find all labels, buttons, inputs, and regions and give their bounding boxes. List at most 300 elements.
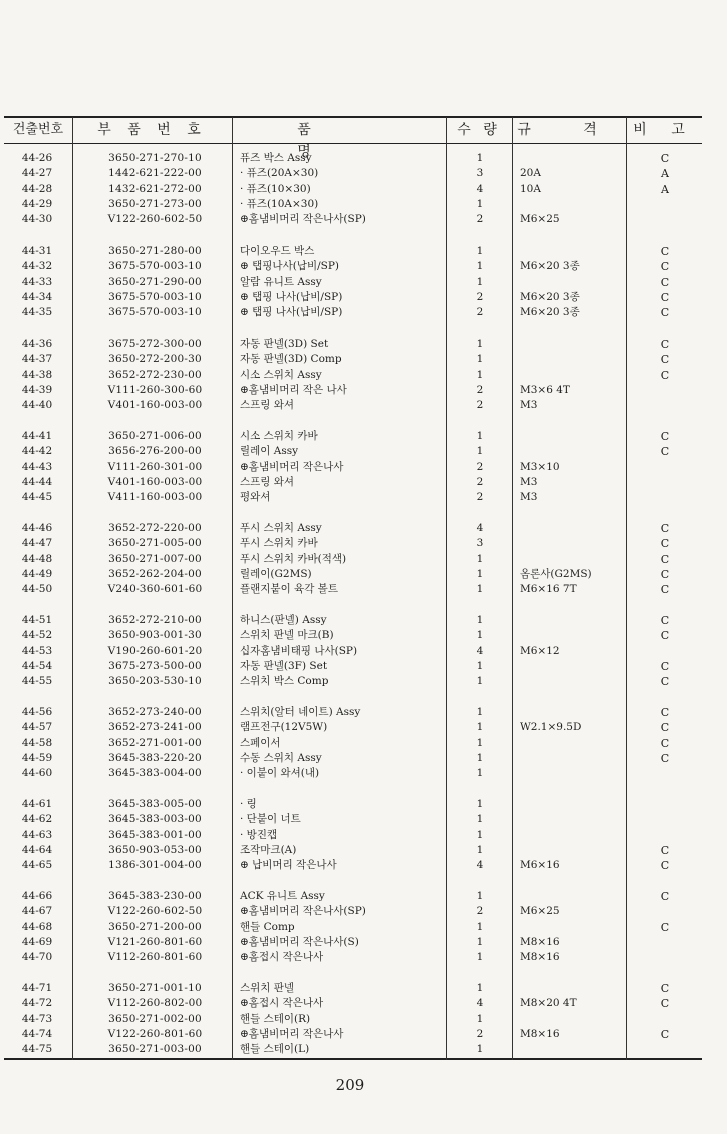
quantity: 1 [476, 813, 484, 826]
part-number: 3645-383-003-00 [108, 813, 202, 826]
specification: M3 [520, 399, 538, 412]
item-name: 하니스(판넬) Assy [240, 614, 327, 626]
item-name: 스프링 와셔 [240, 399, 295, 412]
item-number: 44-54 [21, 659, 53, 672]
quantity: 2 [476, 1027, 484, 1040]
item-name: 플랜지붙이 육각 볼트 [240, 583, 338, 596]
item-name: 푸시 스위치 Assy [240, 522, 322, 534]
specification: W2.1×9.5D [520, 721, 582, 734]
table-row [0, 797, 727, 812]
remark: C [660, 368, 670, 382]
part-number: 1386-301-004-00 [108, 859, 202, 872]
part-number: 3652-272-210-00 [108, 614, 202, 626]
part-number: 3652-272-230-00 [108, 368, 202, 381]
item-number: 44-51 [21, 614, 53, 626]
table-row [0, 751, 727, 766]
part-number: 3675-570-003-10 [108, 260, 202, 273]
table-row [0, 244, 727, 259]
item-number: 44-64 [21, 843, 53, 856]
remark: C [660, 659, 670, 673]
specification: M3×10 [520, 460, 560, 473]
remark: C [660, 260, 670, 274]
quantity: 4 [476, 644, 484, 657]
part-number: 3645-383-230-00 [108, 890, 202, 902]
quantity: 1 [476, 368, 484, 381]
table-row [0, 197, 727, 212]
part-number: 3650-271-200-00 [108, 920, 202, 933]
item-number: 44-52 [21, 629, 53, 642]
part-number: 3652-273-241-00 [108, 721, 202, 734]
item-name: 스위치(알터 네이트) Assy [240, 706, 361, 718]
part-number: 3675-272-300-00 [108, 338, 202, 350]
quantity: 2 [476, 213, 484, 226]
item-number: 44-49 [21, 567, 53, 580]
quantity: 1 [476, 767, 484, 780]
item-name: ACK 유니트 Assy [240, 890, 325, 902]
quantity: 1 [476, 614, 484, 626]
table-row [0, 812, 727, 827]
quantity: 1 [476, 920, 484, 933]
remark: A [661, 182, 669, 196]
table-row [0, 444, 727, 459]
quantity: 1 [476, 843, 484, 856]
remark: C [660, 338, 670, 351]
table-row [0, 950, 727, 965]
part-number: 3650-272-200-30 [108, 353, 202, 366]
item-number: 44-29 [21, 197, 53, 210]
remark: C [660, 245, 670, 258]
table-row [0, 996, 727, 1011]
table-row [0, 644, 727, 659]
table-row [0, 275, 727, 290]
part-number: 3645-383-001-00 [108, 828, 202, 841]
item-number: 44-45 [21, 491, 53, 504]
item-number: 44-75 [21, 1043, 53, 1056]
item-number: 44-62 [21, 813, 53, 826]
quantity: 4 [476, 997, 484, 1010]
item-name: · 퓨즈(20A×30) [240, 167, 319, 180]
table-row [0, 368, 727, 383]
table-row [0, 259, 727, 274]
part-number: V401-160-003-00 [107, 475, 203, 488]
quantity: 1 [476, 338, 484, 350]
specification: M8×16 [520, 1027, 560, 1040]
item-name: 릴레이 Assy [240, 445, 299, 458]
part-number: 3675-273-500-00 [108, 659, 202, 672]
table-top-rule [4, 116, 702, 118]
remark: C [660, 920, 670, 934]
quantity: 1 [476, 736, 484, 749]
item-number: 44-35 [21, 306, 53, 319]
item-name: 자동 판넬(3D) Set [240, 338, 329, 350]
quantity: 1 [476, 197, 484, 210]
item-name: ⊕홈접시 작은나사 [240, 997, 324, 1010]
item-number: 44-70 [21, 951, 53, 964]
item-number: 44-34 [21, 290, 53, 303]
remark: C [660, 629, 670, 643]
item-number: 44-30 [21, 213, 53, 226]
quantity: 1 [476, 1012, 484, 1025]
specification: M8×20 4T [520, 997, 577, 1010]
item-number: 44-41 [21, 430, 53, 442]
item-name: 릴레이(G2MS) [240, 567, 312, 580]
part-number: 3650-271-273-00 [108, 197, 202, 210]
part-number: 3650-271-005-00 [108, 537, 202, 550]
column-header-item-name: 품 명 [297, 122, 381, 160]
quantity: 4 [476, 182, 484, 195]
item-number: 44-46 [21, 522, 53, 534]
remark: C [660, 721, 670, 735]
item-name: ⊕홈냄비머리 작은나사 [240, 460, 344, 473]
quantity: 1 [476, 152, 484, 164]
item-number: 44-48 [21, 552, 53, 565]
item-name: ⊕ 납비머리 작은나사 [240, 859, 337, 872]
item-number: 44-36 [21, 338, 53, 350]
specification: M8×16 [520, 951, 560, 964]
item-number: 44-27 [21, 167, 53, 180]
table-row [0, 567, 727, 582]
remark: C [660, 430, 670, 443]
quantity: 1 [476, 275, 484, 288]
quantity: 2 [476, 491, 484, 504]
quantity: 1 [476, 675, 484, 688]
table-row [0, 460, 727, 475]
part-number: 3650-203-530-10 [108, 675, 202, 688]
specification: M6×16 [520, 859, 560, 872]
specification: M6×12 [520, 644, 560, 657]
table-row [0, 429, 727, 444]
item-name: ⊕홈접시 작은나사 [240, 951, 324, 964]
part-number: V112-260-801-60 [107, 951, 203, 964]
part-number: 3650-271-007-00 [108, 552, 202, 565]
item-number: 44-61 [21, 798, 53, 810]
item-number: 44-31 [21, 245, 53, 257]
item-number: 44-53 [21, 644, 53, 657]
remark: C [660, 152, 670, 165]
quantity: 1 [476, 751, 484, 764]
item-name: ⊕ 탭핑 나사(납비/SP) [240, 306, 343, 319]
table-row [0, 674, 727, 689]
item-number: 44-50 [21, 583, 53, 596]
part-number: 3675-570-003-10 [108, 290, 202, 303]
column-header-part-number: 부 품 번 호 [97, 122, 207, 138]
specification: M6×20 3종 [520, 260, 580, 273]
part-number: 3650-271-001-10 [108, 982, 202, 994]
table-row [0, 981, 727, 996]
part-number: V240-360-601-60 [107, 583, 203, 596]
remark: C [660, 614, 670, 627]
item-number: 44-55 [21, 675, 53, 688]
part-number: 3650-271-280-00 [108, 245, 202, 257]
item-number: 44-60 [21, 767, 53, 780]
item-number: 44-47 [21, 537, 53, 550]
column-header-spec: 규 격 [517, 122, 621, 138]
part-number: V122-260-602-50 [107, 905, 203, 918]
remark: C [660, 859, 670, 873]
quantity: 2 [476, 475, 484, 488]
item-number: 44-69 [21, 935, 53, 948]
quantity: 1 [476, 951, 484, 964]
remark: C [660, 736, 670, 750]
quantity: 1 [476, 890, 484, 902]
item-number: 44-66 [21, 890, 53, 902]
item-name: 퓨즈 박스 Assy [240, 152, 312, 164]
item-name: 푸시 스위치 카바 [240, 537, 318, 550]
item-number: 44-59 [21, 751, 53, 764]
part-number: 3650-271-270-10 [108, 152, 202, 164]
table-row [0, 490, 727, 505]
table-row [0, 182, 727, 197]
table-row [0, 1027, 727, 1042]
table-row [0, 659, 727, 674]
quantity: 2 [476, 290, 484, 303]
page-number: 209 [335, 1076, 365, 1094]
remark: C [660, 706, 670, 719]
table-row [0, 889, 727, 904]
remark: C [660, 1027, 670, 1041]
specification: M6×25 [520, 905, 560, 918]
item-name: 스페이서 [240, 736, 281, 749]
remark: C [660, 306, 670, 320]
table-row [0, 828, 727, 843]
specification: M6×20 3종 [520, 306, 580, 319]
quantity: 3 [476, 167, 484, 180]
quantity: 1 [476, 353, 484, 366]
table-bottom-rule [4, 1058, 702, 1060]
table-row [0, 858, 727, 873]
item-name: 푸시 스위치 카바(적색) [240, 552, 347, 565]
table-row [0, 1042, 727, 1057]
item-name: 핸들 스테이(L) [240, 1043, 310, 1056]
item-number: 44-37 [21, 353, 53, 366]
item-number: 44-38 [21, 368, 53, 381]
remark: C [660, 890, 670, 903]
item-name: · 단붙이 너트 [240, 813, 301, 826]
part-number: 3650-903-053-00 [108, 843, 202, 856]
item-name: 스프링 와셔 [240, 475, 295, 488]
table-row [0, 212, 727, 227]
part-number: 3652-271-001-00 [108, 736, 202, 749]
table-row [0, 613, 727, 628]
item-name: 자동 판넬(3D) Comp [240, 353, 342, 366]
column-header-quantity: 수 량 [457, 122, 501, 138]
item-name: ⊕홈냄비머리 작은나사 [240, 1027, 344, 1040]
remark: A [661, 167, 669, 181]
remark: C [660, 997, 670, 1011]
item-name: 스위치 판넬 마크(B) [240, 629, 334, 642]
part-number: 3645-383-005-00 [108, 798, 202, 810]
item-number: 44-63 [21, 828, 53, 841]
part-number: 3650-271-003-00 [108, 1043, 202, 1056]
item-name: ⊕홈냄비머리 작은 나사 [240, 383, 347, 396]
quantity: 1 [476, 583, 484, 596]
table-row [0, 383, 727, 398]
table-row [0, 720, 727, 735]
part-number: V401-160-003-00 [107, 399, 203, 412]
part-number: 3652-262-204-00 [108, 567, 202, 580]
specification: 10A [520, 182, 541, 195]
item-number: 44-72 [21, 997, 53, 1010]
part-number: V111-260-301-00 [107, 460, 203, 473]
item-number: 44-65 [21, 859, 53, 872]
quantity: 1 [476, 982, 484, 994]
table-row [0, 582, 727, 597]
quantity: 1 [476, 260, 484, 273]
specification: M6×20 3종 [520, 290, 580, 303]
item-name: 수동 스위치 Assy [240, 751, 322, 764]
item-name: · 퓨즈(10×30) [240, 182, 311, 195]
specification: M3 [520, 475, 538, 488]
item-name: 십자홈냄비태핑 나사(SP) [240, 644, 358, 657]
item-name: 알람 유니트 Assy [240, 275, 322, 288]
item-number: 44-26 [21, 152, 53, 164]
table-row [0, 398, 727, 413]
part-number: V111-260-300-60 [107, 383, 203, 396]
part-number: 1432-621-272-00 [108, 182, 202, 195]
table-row [0, 166, 727, 181]
table-row [0, 337, 727, 352]
item-name: 시소 스위치 Assy [240, 368, 322, 381]
part-number: 1442-621-222-00 [108, 167, 202, 180]
item-number: 44-74 [21, 1027, 53, 1040]
table-row [0, 920, 727, 935]
item-name: · 링 [240, 798, 257, 810]
item-name: 스위치 박스 Comp [240, 675, 329, 688]
remark: C [660, 522, 670, 535]
quantity: 3 [476, 537, 484, 550]
item-number: 44-57 [21, 721, 53, 734]
quantity: 4 [476, 859, 484, 872]
item-name: 조작마크(A) [240, 843, 297, 856]
quantity: 1 [476, 828, 484, 841]
part-number: 3652-272-220-00 [108, 522, 202, 534]
quantity: 1 [476, 445, 484, 458]
specification: M6×16 7T [520, 583, 577, 596]
remark: C [660, 751, 670, 765]
quantity: 1 [476, 1043, 484, 1056]
quantity: 1 [476, 798, 484, 810]
part-number: V121-260-801-60 [107, 935, 203, 948]
remark: C [660, 567, 670, 581]
part-number: V122-260-602-50 [107, 213, 203, 226]
part-number: 3650-271-290-00 [108, 275, 202, 288]
quantity: 1 [476, 567, 484, 580]
part-number: 3656-276-200-00 [108, 445, 202, 458]
item-number: 44-32 [21, 260, 53, 273]
table-row [0, 352, 727, 367]
table-row [0, 705, 727, 720]
table-row [0, 766, 727, 781]
remark: C [660, 982, 670, 995]
table-row [0, 290, 727, 305]
table-row [0, 843, 727, 858]
part-number: 3645-383-220-20 [108, 751, 202, 764]
table-row [0, 1012, 727, 1027]
specification: 옴론사(G2MS) [520, 567, 592, 580]
quantity: 1 [476, 552, 484, 565]
item-number: 44-56 [21, 706, 53, 718]
item-number: 44-39 [21, 383, 53, 396]
column-header-number: 건출번호 [12, 122, 64, 137]
part-number: V190-260-601-20 [107, 644, 203, 657]
table-row [0, 475, 727, 490]
table-row [0, 151, 727, 166]
item-number: 44-68 [21, 920, 53, 933]
item-name: 램프전구(12V5W) [240, 721, 328, 734]
item-name: · 이붙이 와셔(내) [240, 767, 320, 780]
item-number: 44-33 [21, 275, 53, 288]
quantity: 2 [476, 460, 484, 473]
table-row [0, 904, 727, 919]
item-name: ⊕홈냄비머리 작은나사(SP) [240, 905, 366, 918]
item-number: 44-44 [21, 475, 53, 488]
specification: M3 [520, 491, 538, 504]
table-row [0, 536, 727, 551]
remark: C [660, 353, 670, 367]
remark: C [660, 290, 670, 304]
item-name: 핸들 Comp [240, 920, 295, 933]
item-number: 44-58 [21, 736, 53, 749]
item-name: ⊕ 탭핑나사(납비/SP) [240, 260, 339, 273]
item-name: 시소 스위치 카바 [240, 430, 318, 442]
quantity: 4 [476, 522, 484, 534]
table-row [0, 552, 727, 567]
item-name: 다이오우드 박스 [240, 245, 315, 257]
item-number: 44-43 [21, 460, 53, 473]
item-number: 44-42 [21, 445, 53, 458]
specification: M6×25 [520, 213, 560, 226]
quantity: 2 [476, 383, 484, 396]
column-header-remarks: 비 고 [633, 122, 695, 138]
specification: M3×6 4T [520, 383, 570, 396]
quantity: 1 [476, 430, 484, 442]
quantity: 1 [476, 629, 484, 642]
quantity: 2 [476, 905, 484, 918]
quantity: 1 [476, 721, 484, 734]
item-number: 44-67 [21, 905, 53, 918]
remark: C [660, 537, 670, 551]
remark: C [660, 583, 670, 597]
item-name: 스위치 판넬 [240, 982, 295, 994]
item-name: · 방진캡 [240, 828, 278, 841]
part-number: 3645-383-004-00 [108, 767, 202, 780]
item-name: 자동 판넬(3F) Set [240, 659, 328, 672]
item-name: 평와셔 [240, 491, 271, 504]
specification: M8×16 [520, 935, 560, 948]
item-number: 44-73 [21, 1012, 53, 1025]
quantity: 1 [476, 706, 484, 718]
part-number: 3650-903-001-30 [108, 629, 202, 642]
table-row [0, 521, 727, 536]
quantity: 1 [476, 245, 484, 257]
item-name: ⊕홈냄비머리 작은나사(S) [240, 935, 359, 948]
table-row [0, 628, 727, 643]
part-number: 3650-271-006-00 [108, 430, 202, 442]
part-number: V411-160-003-00 [107, 491, 203, 504]
item-name: ⊕홈냄비머리 작은나사(SP) [240, 213, 366, 226]
part-number: 3652-273-240-00 [108, 706, 202, 718]
quantity: 2 [476, 399, 484, 412]
remark: C [660, 675, 670, 689]
part-number: V112-260-802-00 [107, 997, 203, 1010]
quantity: 1 [476, 659, 484, 672]
part-number: V122-260-801-60 [107, 1027, 203, 1040]
item-name: · 퓨즈(10A×30) [240, 197, 319, 210]
remark: C [660, 445, 670, 459]
table-row [0, 935, 727, 950]
part-number: 3675-570-003-10 [108, 306, 202, 319]
item-number: 44-71 [21, 982, 53, 994]
